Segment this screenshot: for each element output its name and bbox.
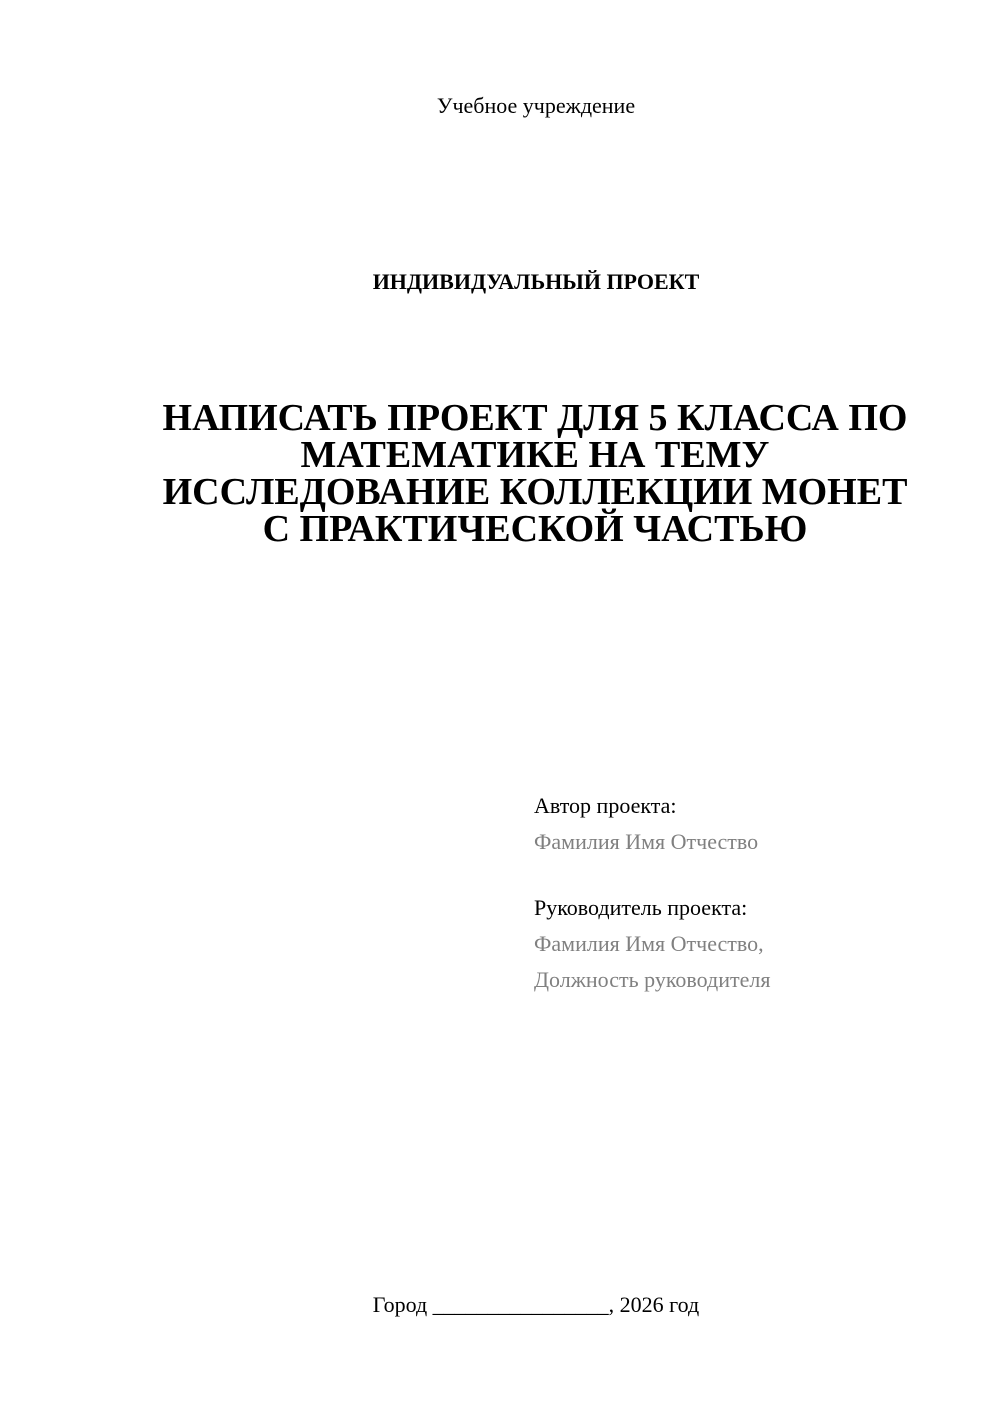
author-label: Автор проекта:: [534, 793, 677, 818]
project-title-line: НАПИСАТЬ ПРОЕКТ ДЛЯ 5 КЛАССА ПО: [162, 397, 908, 439]
project-title: [140, 397, 930, 550]
project-title-line: ИССЛЕДОВАНИЕ КОЛЛЕКЦИИ МОНЕТ: [162, 471, 908, 513]
city-year-footer: Город ________________, 2026 год: [372, 1292, 700, 1317]
supervisor-position: Должность руководителя: [534, 967, 771, 992]
credits-block: [534, 788, 974, 998]
author-name: Фамилия Имя Отчество: [534, 829, 759, 854]
supervisor-name: Фамилия Имя Отчество,: [534, 931, 764, 956]
credits-spacer: [534, 860, 974, 890]
project-type-heading: ИНДИВИДУАЛЬНЫЙ ПРОЕКТ: [372, 269, 700, 294]
institution-name: Учебное учреждение: [436, 93, 636, 118]
project-title-line: МАТЕМАТИКЕ НА ТЕМУ: [300, 434, 770, 476]
supervisor-label: Руководитель проекта:: [534, 895, 748, 920]
project-title-line: С ПРАКТИЧЕСКОЙ ЧАСТЬЮ: [262, 508, 808, 550]
